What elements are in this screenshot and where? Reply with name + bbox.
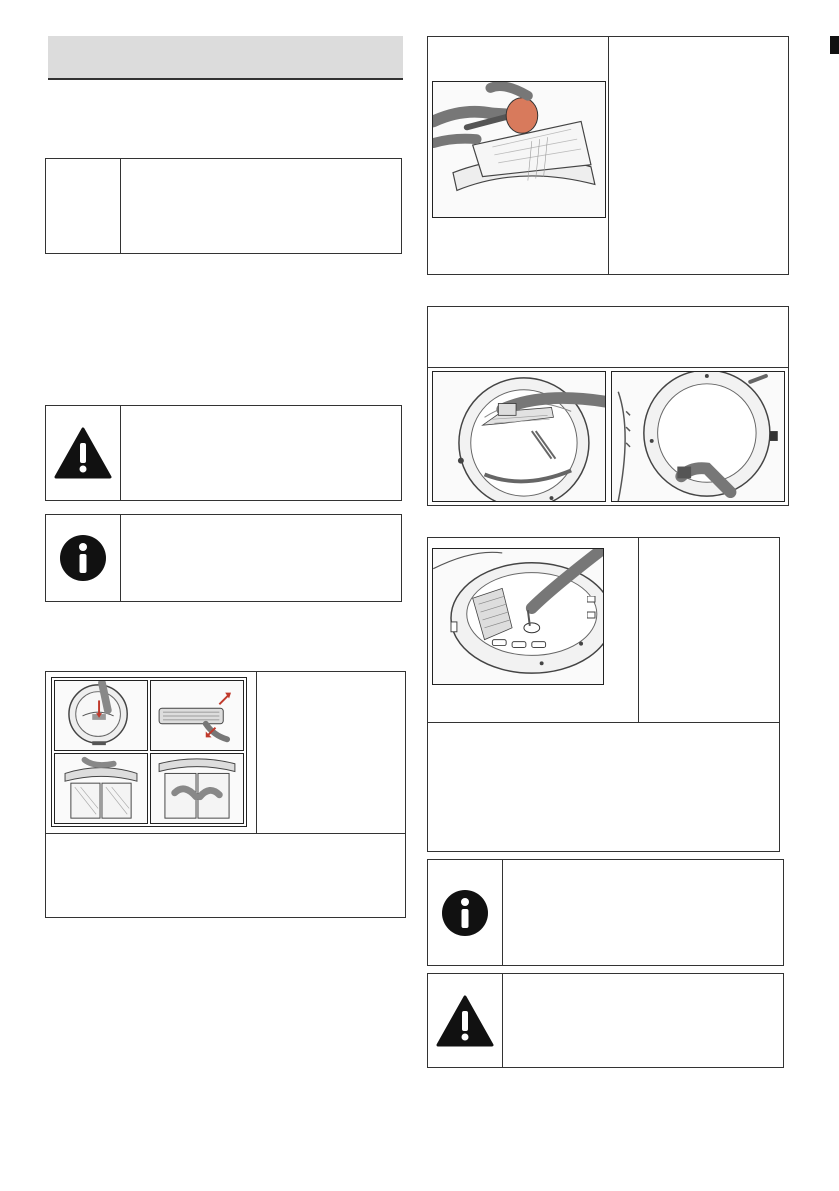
sensor-cleaning-box xyxy=(427,537,780,852)
info-icon xyxy=(46,515,120,601)
door-hinge-marks xyxy=(587,596,597,626)
info-icon xyxy=(428,860,502,965)
note-box-divider xyxy=(120,159,121,253)
drum-wiping-illustration xyxy=(432,371,606,502)
illustration-panel-2 xyxy=(150,680,244,751)
illustration-panel-1 xyxy=(54,680,148,751)
section-header xyxy=(48,36,403,80)
warning-box-1 xyxy=(45,405,402,501)
filter-removal-box xyxy=(45,671,406,918)
filter-brushing-box xyxy=(427,36,789,275)
door-wiping-illustration xyxy=(611,371,785,502)
drum-door-box xyxy=(427,306,789,506)
warning-icon xyxy=(46,406,120,500)
illustration-panel-4 xyxy=(150,753,244,824)
page-edge-marker xyxy=(830,36,839,54)
illustration-panel-3 xyxy=(54,753,148,824)
info-box-1 xyxy=(45,514,402,602)
filter-removal-illustration xyxy=(51,677,247,827)
filter-brushing-illustration xyxy=(432,81,606,218)
warning-icon xyxy=(428,974,502,1067)
sensor-cleaning-illustration xyxy=(432,548,604,685)
note-box-top xyxy=(45,158,402,254)
info-box-2 xyxy=(427,859,784,966)
warning-box-2 xyxy=(427,973,784,1068)
